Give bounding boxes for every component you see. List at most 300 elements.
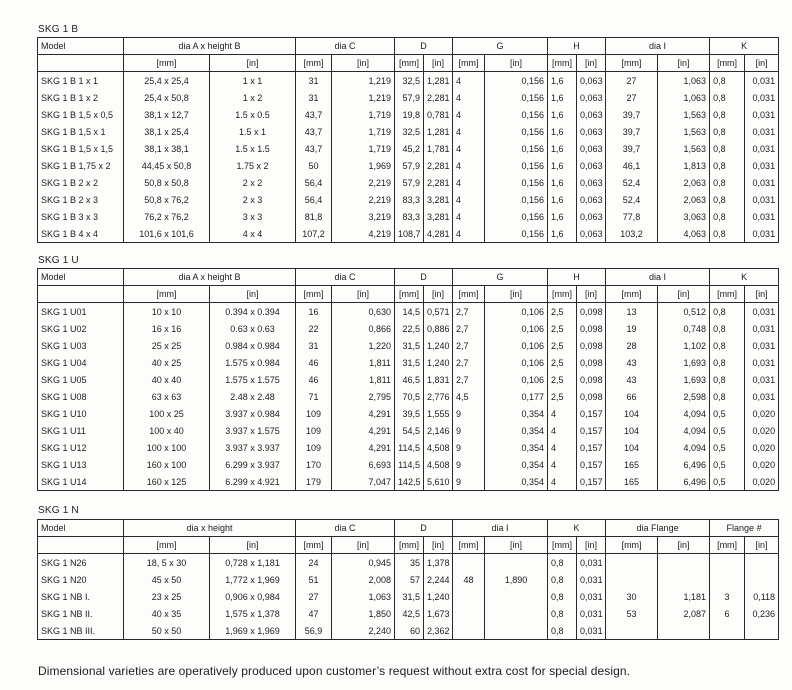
column-header: H bbox=[548, 269, 606, 286]
value-cell: 0,8 bbox=[548, 605, 577, 622]
value-cell bbox=[658, 622, 710, 640]
header-row bbox=[38, 520, 779, 537]
value-cell: 56,4 bbox=[296, 174, 332, 191]
value-cell: 6,693 bbox=[332, 456, 395, 473]
unit-row bbox=[38, 286, 779, 303]
value-cell: 1,693 bbox=[658, 354, 710, 371]
value-cell: 3.937 x 3.937 bbox=[210, 439, 296, 456]
value-cell: 57,9 bbox=[395, 89, 424, 106]
value-cell: 1,890 bbox=[485, 571, 548, 588]
table-row bbox=[38, 303, 779, 321]
value-cell: 2,240 bbox=[332, 622, 395, 640]
value-cell: 38,1 x 38,1 bbox=[124, 140, 210, 157]
value-cell: 0,8 bbox=[710, 174, 745, 191]
value-cell: 4 x 4 bbox=[210, 225, 296, 243]
value-cell bbox=[710, 622, 745, 640]
value-cell: 1,220 bbox=[332, 337, 395, 354]
column-header: D bbox=[395, 269, 453, 286]
unit-label: [mm] bbox=[124, 537, 210, 554]
value-cell: 32,5 bbox=[395, 123, 424, 140]
table-row bbox=[38, 571, 779, 588]
model-cell: SKG 1 B 2 x 2 bbox=[38, 174, 124, 191]
value-cell: 0,031 bbox=[745, 174, 779, 191]
unit-label: [mm] bbox=[548, 55, 577, 72]
value-cell: 0,063 bbox=[577, 89, 606, 106]
value-cell: 0,020 bbox=[745, 439, 779, 456]
value-cell: 0,630 bbox=[332, 303, 395, 321]
unit-row bbox=[38, 537, 779, 554]
column-header: dia A x height B bbox=[124, 38, 296, 55]
value-cell: 4,094 bbox=[658, 405, 710, 422]
model-cell: SKG 1 N26 bbox=[38, 554, 124, 572]
table-row bbox=[38, 439, 779, 456]
value-cell: 0,031 bbox=[745, 106, 779, 123]
value-cell: 0,031 bbox=[745, 337, 779, 354]
value-cell: 0,5 bbox=[710, 405, 745, 422]
value-cell bbox=[606, 554, 658, 572]
value-cell: 76,2 x 76,2 bbox=[124, 208, 210, 225]
value-cell: 81,8 bbox=[296, 208, 332, 225]
value-cell: 2,5 bbox=[548, 303, 577, 321]
value-cell: 170 bbox=[296, 456, 332, 473]
value-cell: 9 bbox=[453, 456, 485, 473]
value-cell: 4 bbox=[453, 225, 485, 243]
value-cell: 7,047 bbox=[332, 473, 395, 491]
value-cell: 0,031 bbox=[745, 89, 779, 106]
value-cell: 1,719 bbox=[332, 106, 395, 123]
unit-label: [mm] bbox=[453, 286, 485, 303]
value-cell: 1,219 bbox=[332, 89, 395, 106]
value-cell: 0,8 bbox=[710, 303, 745, 321]
value-cell: 0,031 bbox=[577, 588, 606, 605]
value-cell bbox=[710, 554, 745, 572]
column-header: K bbox=[710, 269, 779, 286]
model-cell: SKG 1 B 1,5 x 1,5 bbox=[38, 140, 124, 157]
column-header: Model bbox=[38, 520, 124, 537]
value-cell: 1,555 bbox=[424, 405, 453, 422]
value-cell: 0,8 bbox=[548, 622, 577, 640]
value-cell: 30 bbox=[606, 588, 658, 605]
value-cell: 1.5 x 0.5 bbox=[210, 106, 296, 123]
value-cell: 1,281 bbox=[424, 123, 453, 140]
value-cell: 27 bbox=[296, 588, 332, 605]
value-cell: 70,5 bbox=[395, 388, 424, 405]
column-header: dia I bbox=[606, 269, 710, 286]
table-row bbox=[38, 140, 779, 157]
value-cell: 31,5 bbox=[395, 337, 424, 354]
unit-label: [in] bbox=[424, 55, 453, 72]
value-cell: 31 bbox=[296, 89, 332, 106]
value-cell: 44,45 x 50,8 bbox=[124, 157, 210, 174]
unit-label: [in] bbox=[745, 286, 779, 303]
value-cell: 2,063 bbox=[658, 191, 710, 208]
value-cell: 0,063 bbox=[577, 140, 606, 157]
column-header: Model bbox=[38, 269, 124, 286]
value-cell: 4 bbox=[453, 157, 485, 174]
value-cell bbox=[453, 588, 485, 605]
value-cell: 3.937 x 0.984 bbox=[210, 405, 296, 422]
value-cell: 83,3 bbox=[395, 191, 424, 208]
table-row bbox=[38, 554, 779, 572]
value-cell: 0,063 bbox=[577, 157, 606, 174]
value-cell: 3 bbox=[710, 588, 745, 605]
unit-label: [mm] bbox=[124, 55, 210, 72]
value-cell: 0,8 bbox=[548, 588, 577, 605]
value-cell: 1,563 bbox=[658, 106, 710, 123]
value-cell: 1,719 bbox=[332, 123, 395, 140]
value-cell: 57,9 bbox=[395, 174, 424, 191]
value-cell: 4 bbox=[453, 191, 485, 208]
value-cell: 6,496 bbox=[658, 473, 710, 491]
value-cell: 4,063 bbox=[658, 225, 710, 243]
value-cell: 25 x 25 bbox=[124, 337, 210, 354]
value-cell: 83,3 bbox=[395, 208, 424, 225]
value-cell: 0,8 bbox=[710, 320, 745, 337]
value-cell: 0,063 bbox=[577, 208, 606, 225]
value-cell: 9 bbox=[453, 405, 485, 422]
value-cell: 50,8 x 50,8 bbox=[124, 174, 210, 191]
value-cell: 2,5 bbox=[548, 320, 577, 337]
value-cell: 0,354 bbox=[485, 456, 548, 473]
value-cell: 1,6 bbox=[548, 157, 577, 174]
value-cell: 0,063 bbox=[577, 225, 606, 243]
value-cell: 0,8 bbox=[710, 337, 745, 354]
table-row bbox=[38, 337, 779, 354]
unit-label: [in] bbox=[332, 537, 395, 554]
unit-label: [in] bbox=[485, 286, 548, 303]
unit-label: [in] bbox=[210, 286, 296, 303]
value-cell: 48 bbox=[453, 571, 485, 588]
unit-label: [mm] bbox=[296, 537, 332, 554]
model-cell: SKG 1 B 1,75 x 2 bbox=[38, 157, 124, 174]
value-cell: 57,9 bbox=[395, 157, 424, 174]
unit-label: [mm] bbox=[710, 537, 745, 554]
value-cell: 165 bbox=[606, 473, 658, 491]
unit-label: [in] bbox=[658, 537, 710, 554]
value-cell: 0,031 bbox=[745, 225, 779, 243]
value-cell: 1.575 x 1.575 bbox=[210, 371, 296, 388]
table-row bbox=[38, 89, 779, 106]
value-cell: 0,063 bbox=[577, 106, 606, 123]
model-cell: SKG 1 B 2 x 3 bbox=[38, 191, 124, 208]
value-cell: 4,291 bbox=[332, 422, 395, 439]
value-cell: 43 bbox=[606, 354, 658, 371]
value-cell: 0,886 bbox=[424, 320, 453, 337]
value-cell bbox=[606, 571, 658, 588]
value-cell: 0,8 bbox=[548, 571, 577, 588]
value-cell: 54,5 bbox=[395, 422, 424, 439]
value-cell: 5,610 bbox=[424, 473, 453, 491]
model-cell: SKG 1 U03 bbox=[38, 337, 124, 354]
value-cell: 0,031 bbox=[745, 388, 779, 405]
unit-cell-empty bbox=[38, 286, 124, 303]
model-cell: SKG 1 B 1,5 x 0,5 bbox=[38, 106, 124, 123]
value-cell: 1,063 bbox=[332, 588, 395, 605]
value-cell: 0,098 bbox=[577, 388, 606, 405]
value-cell: 2.48 x 2.48 bbox=[210, 388, 296, 405]
value-cell: 0,031 bbox=[745, 157, 779, 174]
value-cell: 0,748 bbox=[658, 320, 710, 337]
value-cell: 23 x 25 bbox=[124, 588, 210, 605]
header-row bbox=[38, 269, 779, 286]
value-cell: 0,8 bbox=[710, 191, 745, 208]
value-cell: 2,7 bbox=[453, 320, 485, 337]
value-cell: 4 bbox=[453, 106, 485, 123]
value-cell: 160 x 100 bbox=[124, 456, 210, 473]
value-cell bbox=[745, 554, 779, 572]
value-cell: 0,098 bbox=[577, 337, 606, 354]
value-cell: 1,240 bbox=[424, 337, 453, 354]
value-cell: 4,508 bbox=[424, 456, 453, 473]
unit-label: [in] bbox=[577, 537, 606, 554]
value-cell: 1,240 bbox=[424, 588, 453, 605]
value-cell: 0.394 x 0.394 bbox=[210, 303, 296, 321]
table-row bbox=[38, 123, 779, 140]
value-cell: 46 bbox=[296, 371, 332, 388]
value-cell: 1,063 bbox=[658, 89, 710, 106]
value-cell: 0,177 bbox=[485, 388, 548, 405]
value-cell: 1,563 bbox=[658, 140, 710, 157]
value-cell: 0,8 bbox=[710, 208, 745, 225]
value-cell: 31,5 bbox=[395, 588, 424, 605]
value-cell: 1,969 x 1,969 bbox=[210, 622, 296, 640]
unit-label: [mm] bbox=[453, 55, 485, 72]
value-cell: 104 bbox=[606, 405, 658, 422]
value-cell: 45 x 50 bbox=[124, 571, 210, 588]
column-header: dia A x height B bbox=[124, 269, 296, 286]
unit-label: [mm] bbox=[395, 55, 424, 72]
table-row bbox=[38, 208, 779, 225]
value-cell: 35 bbox=[395, 554, 424, 572]
value-cell: 2,219 bbox=[332, 174, 395, 191]
value-cell: 107,2 bbox=[296, 225, 332, 243]
value-cell: 25,4 x 50,8 bbox=[124, 89, 210, 106]
value-cell: 0,5 bbox=[710, 456, 745, 473]
value-cell: 3 x 3 bbox=[210, 208, 296, 225]
value-cell: 4 bbox=[548, 405, 577, 422]
value-cell: 0,156 bbox=[485, 89, 548, 106]
value-cell: 0,8 bbox=[710, 225, 745, 243]
value-cell bbox=[658, 571, 710, 588]
value-cell: 0,156 bbox=[485, 140, 548, 157]
value-cell: 0,031 bbox=[577, 605, 606, 622]
spec-table-skg1u bbox=[37, 268, 779, 491]
unit-label: [mm] bbox=[548, 286, 577, 303]
model-cell: SKG 1 N20 bbox=[38, 571, 124, 588]
table-row bbox=[38, 605, 779, 622]
value-cell: 1,6 bbox=[548, 89, 577, 106]
value-cell: 109 bbox=[296, 422, 332, 439]
value-cell: 0,8 bbox=[710, 89, 745, 106]
column-header: dia I bbox=[453, 520, 548, 537]
column-header: dia Flange bbox=[606, 520, 710, 537]
value-cell: 0,157 bbox=[577, 439, 606, 456]
value-cell: 2 x 3 bbox=[210, 191, 296, 208]
value-cell: 0,236 bbox=[745, 605, 779, 622]
model-cell: SKG 1 NB III. bbox=[38, 622, 124, 640]
table-row bbox=[38, 191, 779, 208]
value-cell: 0,020 bbox=[745, 405, 779, 422]
column-header: D bbox=[395, 38, 453, 55]
value-cell: 1,969 bbox=[332, 157, 395, 174]
value-cell: 100 x 100 bbox=[124, 439, 210, 456]
value-cell: 0,354 bbox=[485, 422, 548, 439]
model-cell: SKG 1 U14 bbox=[38, 473, 124, 491]
value-cell: 4,219 bbox=[332, 225, 395, 243]
value-cell: 1.5 x 1.5 bbox=[210, 140, 296, 157]
value-cell: 179 bbox=[296, 473, 332, 491]
value-cell: 1.5 x 1 bbox=[210, 123, 296, 140]
value-cell: 1,281 bbox=[424, 72, 453, 90]
value-cell: 13 bbox=[606, 303, 658, 321]
model-cell: SKG 1 B 4 x 4 bbox=[38, 225, 124, 243]
value-cell: 3,063 bbox=[658, 208, 710, 225]
value-cell: 4 bbox=[453, 89, 485, 106]
value-cell: 101,6 x 101,6 bbox=[124, 225, 210, 243]
unit-label: [in] bbox=[485, 55, 548, 72]
value-cell: 39,7 bbox=[606, 106, 658, 123]
value-cell: 0,5 bbox=[710, 473, 745, 491]
value-cell: 0,8 bbox=[710, 388, 745, 405]
value-cell: 103,2 bbox=[606, 225, 658, 243]
column-header: dia C bbox=[296, 520, 395, 537]
value-cell: 0,031 bbox=[745, 320, 779, 337]
value-cell: 52,4 bbox=[606, 191, 658, 208]
value-cell: 1,378 bbox=[424, 554, 453, 572]
value-cell: 40 x 25 bbox=[124, 354, 210, 371]
value-cell: 6 bbox=[710, 605, 745, 622]
model-cell: SKG 1 B 1 x 1 bbox=[38, 72, 124, 90]
value-cell: 22 bbox=[296, 320, 332, 337]
model-cell: SKG 1 U10 bbox=[38, 405, 124, 422]
table-row bbox=[38, 225, 779, 243]
value-cell: 2,146 bbox=[424, 422, 453, 439]
value-cell: 2,776 bbox=[424, 388, 453, 405]
value-cell: 0,106 bbox=[485, 371, 548, 388]
value-cell: 1,181 bbox=[658, 588, 710, 605]
value-cell: 39,7 bbox=[606, 140, 658, 157]
value-cell: 0,063 bbox=[577, 72, 606, 90]
value-cell: 0,156 bbox=[485, 191, 548, 208]
column-header: Model bbox=[38, 38, 124, 55]
value-cell: 46 bbox=[296, 354, 332, 371]
value-cell: 109 bbox=[296, 405, 332, 422]
value-cell: 40 x 40 bbox=[124, 371, 210, 388]
value-cell: 0,5 bbox=[710, 422, 745, 439]
spec-table-skg1n bbox=[37, 519, 779, 640]
value-cell: 6.299 x 4.921 bbox=[210, 473, 296, 491]
value-cell: 4 bbox=[548, 439, 577, 456]
value-cell: 100 x 40 bbox=[124, 422, 210, 439]
unit-cell-empty bbox=[38, 55, 124, 72]
value-cell: 1,673 bbox=[424, 605, 453, 622]
column-header: dia C bbox=[296, 269, 395, 286]
model-cell: SKG 1 B 1 x 2 bbox=[38, 89, 124, 106]
unit-label: [mm] bbox=[606, 55, 658, 72]
value-cell: 0,354 bbox=[485, 473, 548, 491]
value-cell: 0,118 bbox=[745, 588, 779, 605]
value-cell: 63 x 63 bbox=[124, 388, 210, 405]
value-cell: 56,4 bbox=[296, 191, 332, 208]
value-cell: 0,571 bbox=[424, 303, 453, 321]
value-cell: 2 x 2 bbox=[210, 174, 296, 191]
table-row bbox=[38, 320, 779, 337]
unit-label: [in] bbox=[745, 537, 779, 554]
value-cell: 114,5 bbox=[395, 456, 424, 473]
value-cell: 1,063 bbox=[658, 72, 710, 90]
unit-label: [mm] bbox=[296, 286, 332, 303]
model-cell: SKG 1 U01 bbox=[38, 303, 124, 321]
value-cell: 0,063 bbox=[577, 191, 606, 208]
value-cell: 77,8 bbox=[606, 208, 658, 225]
value-cell: 109 bbox=[296, 439, 332, 456]
value-cell: 1,6 bbox=[548, 140, 577, 157]
value-cell: 0,031 bbox=[745, 123, 779, 140]
value-cell: 1,811 bbox=[332, 371, 395, 388]
value-cell: 4,5 bbox=[453, 388, 485, 405]
unit-label: [mm] bbox=[453, 537, 485, 554]
value-cell: 4 bbox=[548, 473, 577, 491]
value-cell: 19,8 bbox=[395, 106, 424, 123]
value-cell: 27 bbox=[606, 72, 658, 90]
value-cell: 0,8 bbox=[710, 371, 745, 388]
value-cell: 50,8 x 76,2 bbox=[124, 191, 210, 208]
value-cell: 38,1 x 25,4 bbox=[124, 123, 210, 140]
unit-label: [in] bbox=[658, 55, 710, 72]
value-cell: 16 bbox=[296, 303, 332, 321]
unit-label: [in] bbox=[424, 286, 453, 303]
value-cell: 0,031 bbox=[577, 571, 606, 588]
value-cell: 4,094 bbox=[658, 439, 710, 456]
value-cell: 0,8 bbox=[710, 354, 745, 371]
value-cell: 25,4 x 25,4 bbox=[124, 72, 210, 90]
model-cell: SKG 1 B 1,5 x 1 bbox=[38, 123, 124, 140]
value-cell: 0,906 x 0,984 bbox=[210, 588, 296, 605]
value-cell bbox=[658, 554, 710, 572]
value-cell: 0,063 bbox=[577, 123, 606, 140]
table-row bbox=[38, 157, 779, 174]
value-cell: 0.984 x 0.984 bbox=[210, 337, 296, 354]
value-cell: 4 bbox=[548, 456, 577, 473]
value-cell: 0,156 bbox=[485, 72, 548, 90]
model-cell: SKG 1 U11 bbox=[38, 422, 124, 439]
value-cell: 0,031 bbox=[745, 191, 779, 208]
value-cell: 2,7 bbox=[453, 371, 485, 388]
value-cell: 1,6 bbox=[548, 208, 577, 225]
value-cell: 1,850 bbox=[332, 605, 395, 622]
value-cell: 66 bbox=[606, 388, 658, 405]
value-cell: 4,291 bbox=[332, 439, 395, 456]
unit-label: [in] bbox=[577, 55, 606, 72]
value-cell: 0,5 bbox=[710, 439, 745, 456]
value-cell: 38,1 x 12,7 bbox=[124, 106, 210, 123]
footer-note: Dimensional varieties are operatively produced upon customer’s request without extra cost for special design. bbox=[38, 664, 631, 678]
value-cell: 1,813 bbox=[658, 157, 710, 174]
value-cell: 160 x 125 bbox=[124, 473, 210, 491]
value-cell: 0,098 bbox=[577, 371, 606, 388]
value-cell: 0,020 bbox=[745, 422, 779, 439]
value-cell: 0,8 bbox=[710, 106, 745, 123]
value-cell bbox=[745, 571, 779, 588]
value-cell: 4 bbox=[453, 208, 485, 225]
value-cell: 1,693 bbox=[658, 371, 710, 388]
table-row bbox=[38, 405, 779, 422]
value-cell: 0,098 bbox=[577, 320, 606, 337]
value-cell: 0,8 bbox=[710, 157, 745, 174]
value-cell: 0,031 bbox=[577, 622, 606, 640]
value-cell: 0,157 bbox=[577, 473, 606, 491]
unit-label: [mm] bbox=[296, 55, 332, 72]
